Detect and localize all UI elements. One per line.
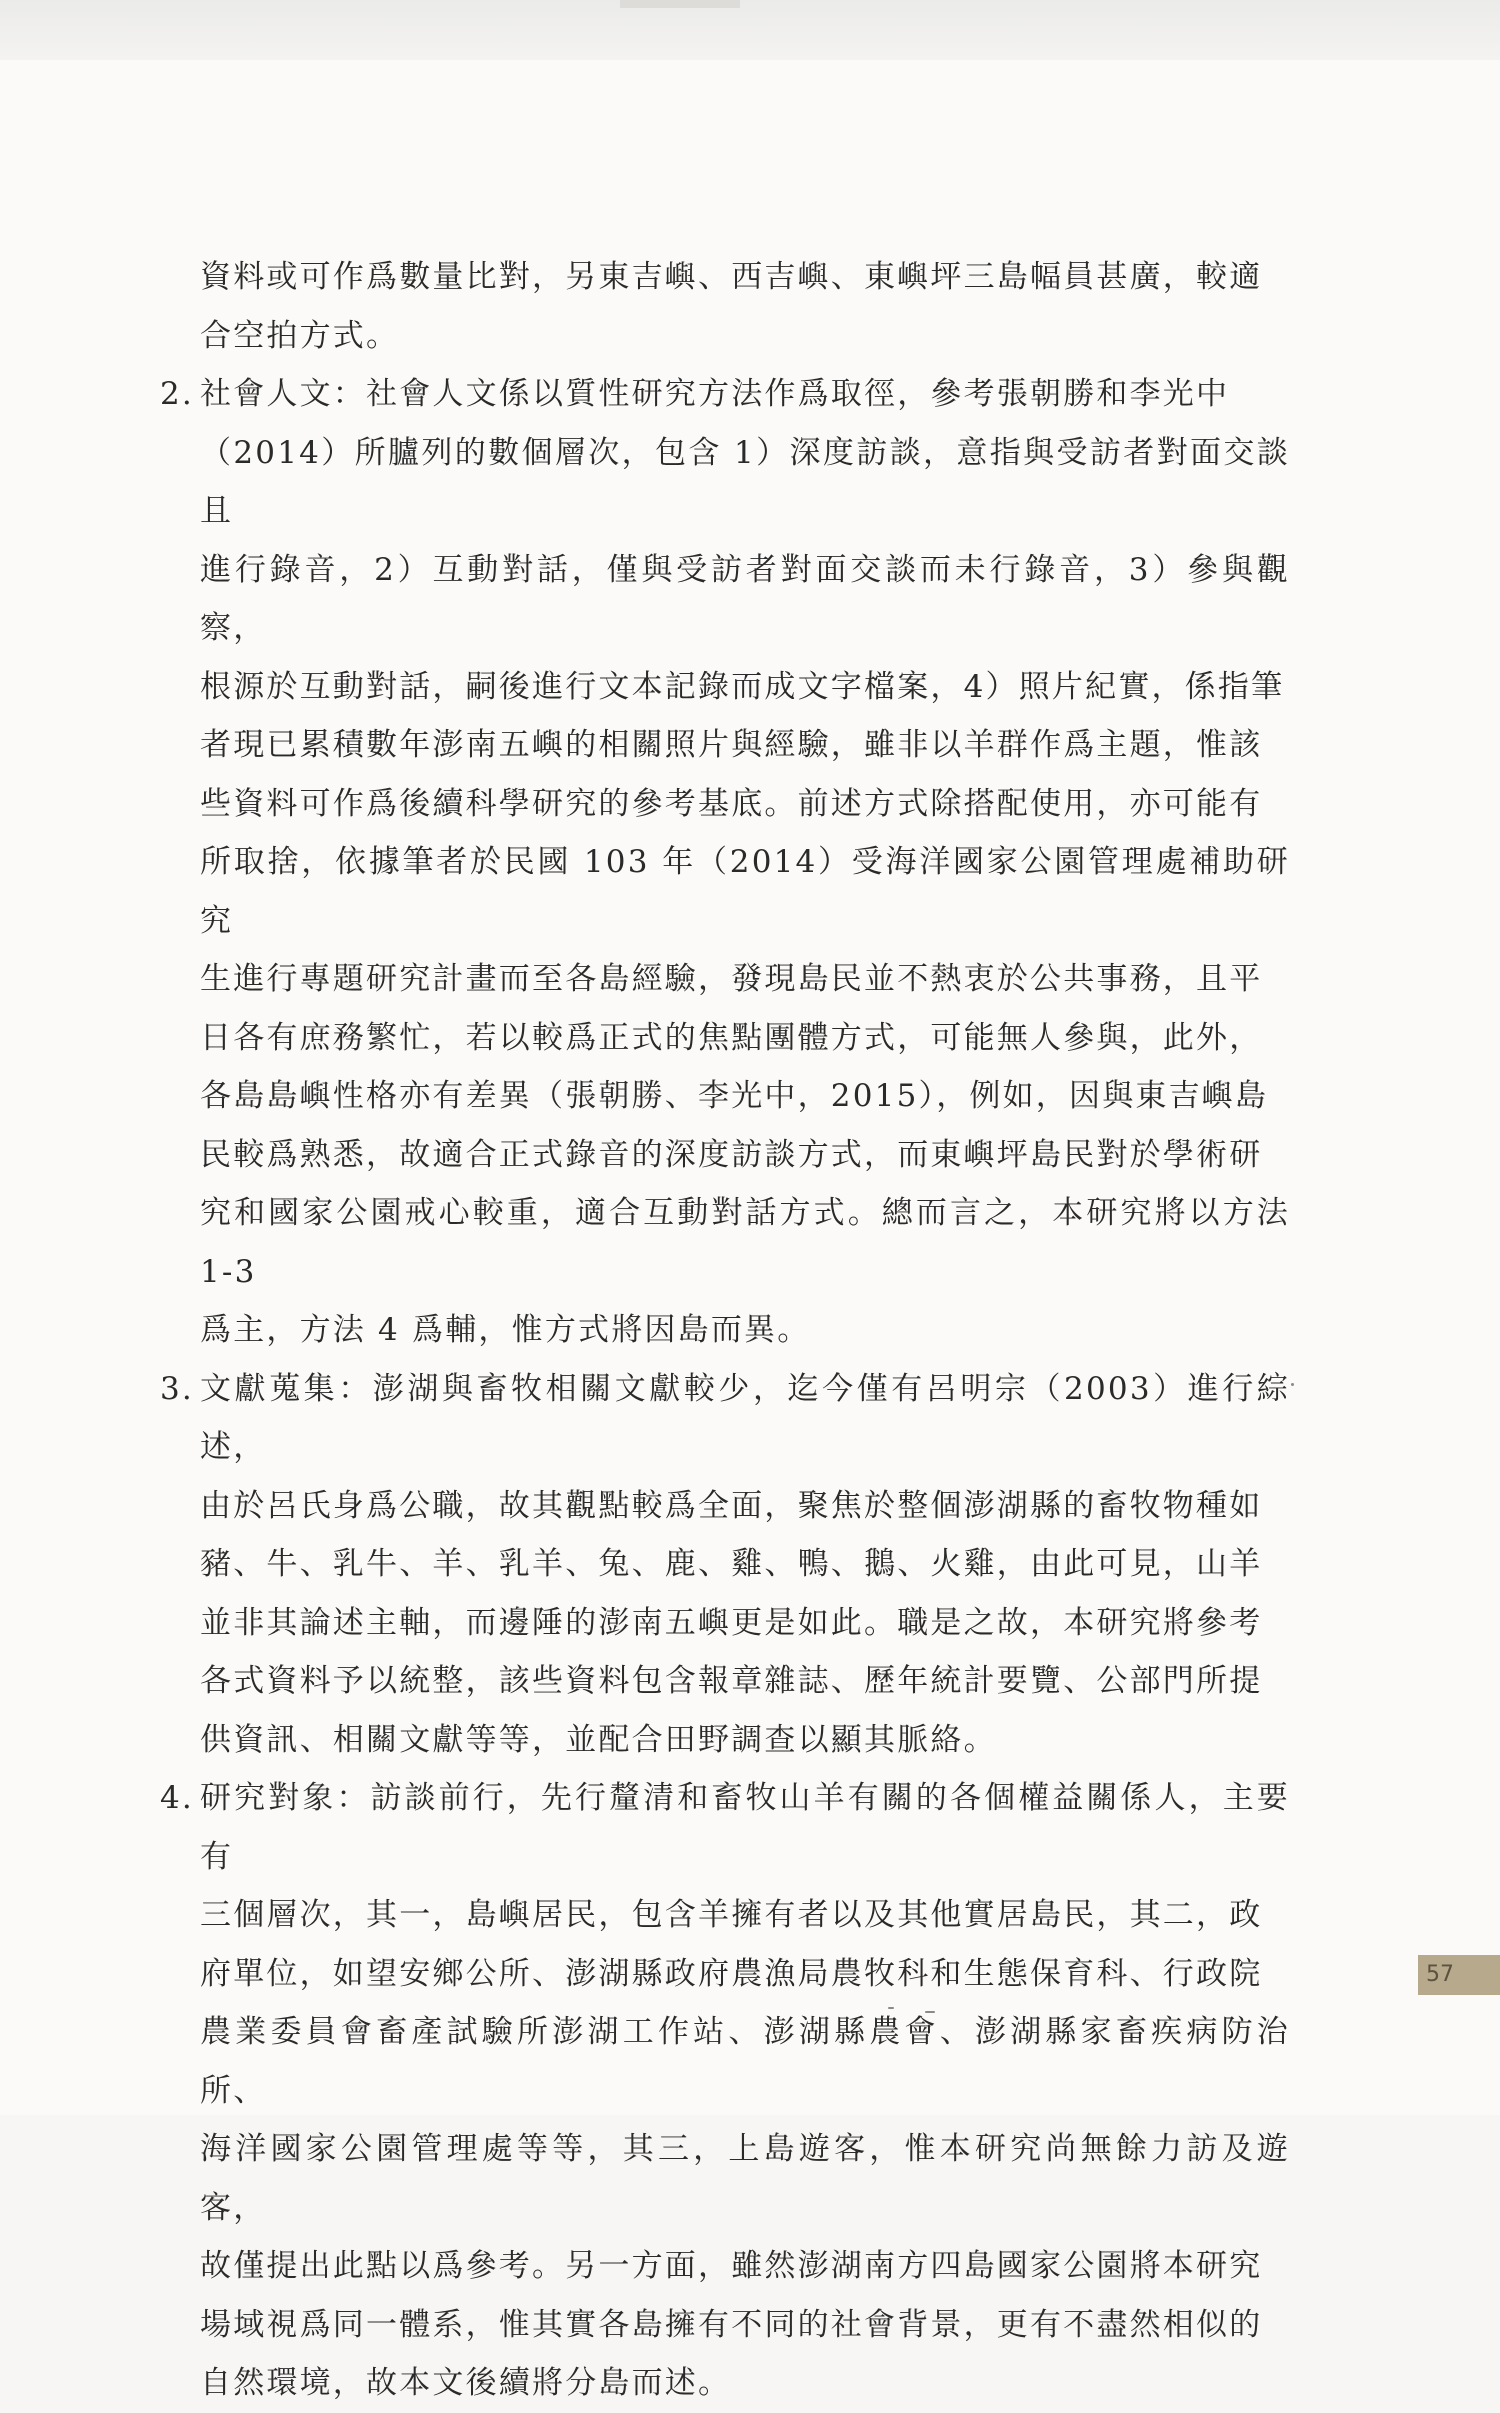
text-line: 社會人文：社會人文係以質性研究方法作爲取徑，參考張朝勝和李光中 (200, 376, 1230, 412)
text-line: （2014）所臚列的數個層次，包含 1）深度訪談，意指與受訪者對面交談且 (200, 434, 1290, 529)
scan-top-band (0, 0, 1500, 60)
text-line: 場域視爲同一體系，惟其實各島擁有不同的社會背景，更有不盡然相似的 (200, 2306, 1263, 2343)
text-line: 民較爲熟悉，故適合正式錄音的深度訪談方式，而東嶼坪島民對於學術研 (200, 1136, 1263, 1173)
text-line: 生進行專題研究計畫而至各島經驗，發現島民並不熱衷於公共事務，且平 (200, 961, 1263, 997)
text-line: 資料或可作爲數量比對，另東吉嶼、西吉嶼、東嶼坪三島幅員甚廣，較適 (200, 259, 1263, 295)
text-line: 研究對象：訪談前行，先行釐清和畜牧山羊有關的各個權益關係人，主要有 (200, 1780, 1290, 1875)
text-line: 者現已累積數年澎南五嶼的相關照片與經驗，雖非以羊群作爲主題，惟該 (200, 727, 1263, 763)
list-number: 4. (160, 1780, 194, 1816)
text-line: 爲主，方法 4 爲輔，惟方式將因島而異。 (200, 1312, 811, 1348)
text-line: 農業委員會畜產試驗所澎湖工作站、澎湖縣農會、澎湖縣家畜疾病防治所、 (200, 2014, 1290, 2109)
list-item-4 (160, 1769, 1290, 2413)
text-line: 日各有庶務繁忙，若以較爲正式的焦點團體方式，可能無人參與，此外， (200, 1019, 1263, 1056)
text-line: 由於呂氏身爲公職，故其觀點較爲全面，聚焦於整個澎湖縣的畜牧物種如 (200, 1487, 1263, 1524)
list-item-3 (160, 1360, 1290, 1770)
list-number: 2. (160, 376, 194, 412)
text-line: 些資料可作爲後續科學研究的參考基底。前述方式除搭配使用，亦可能有 (200, 785, 1263, 822)
text-line: 供資訊、相關文獻等等，並配合田野調查以顯其脈絡。 (200, 1721, 997, 1758)
page-number: 57 (1418, 1955, 1500, 1995)
intro-paragraph (160, 248, 1290, 365)
list-number: 3. (160, 1370, 194, 1407)
text-line: 海洋國家公園管理處等等，其三，上島遊客，惟本研究尚無餘力訪及遊客， (200, 2131, 1290, 2226)
text-line: 豬、牛、乳牛、羊、乳羊、兔、鹿、雞、鴨、鵝、火雞，由此可見，山羊 (200, 1546, 1263, 1582)
text-line: 府單位，如望安鄉公所、澎湖縣政府農漁局農牧科和生態保育科、行政院 (200, 1955, 1263, 1992)
text-line: 究和國家公園戒心較重，適合互動對話方式。總而言之，本研究將以方法 1-3 (200, 1195, 1290, 1290)
text-line: 文獻蒐集：澎湖與畜牧相關文獻較少，迄今僅有呂明宗（2003）進行綜述， (200, 1370, 1290, 1465)
scan-top-tab (620, 0, 740, 8)
scan-speck (1291, 1383, 1294, 1386)
text-line: 故僅提出此點以爲參考。另一方面，雖然澎湖南方四島國家公園將本研究 (200, 2248, 1263, 2284)
text-line: 各島島嶼性格亦有差異（張朝勝、李光中，2015），例如，因與東吉嶼島 (200, 1078, 1269, 1114)
text-line: 各式資料予以統整，該些資料包含報章雜誌、歷年統計要覽、公部門所提 (200, 1663, 1263, 1699)
text-line: 所取捨，依據筆者於民國 103 年（2014）受海洋國家公園管理處補助研究 (200, 844, 1290, 939)
text-line: 三個層次，其一，島嶼居民，包含羊擁有者以及其他實居島民，其二，政 (200, 1897, 1263, 1933)
page-body (160, 248, 1290, 2413)
text-line: 合空拍方式。 (200, 317, 400, 354)
text-line: 並非其論述主軸，而邊陲的澎南五嶼更是如此。職是之故，本研究將參考 (200, 1604, 1263, 1641)
scan-speck (925, 2011, 935, 2013)
text-line: 根源於互動對話，嗣後進行文本記錄而成文字檔案，4）照片紀實，係指筆 (200, 668, 1285, 705)
text-line: 自然環境，故本文後續將分島而述。 (200, 2365, 732, 2401)
text-line: 進行錄音，2）互動對話，僅與受訪者對面交談而未行錄音，3）參與觀察， (200, 551, 1290, 646)
list-item-2 (160, 365, 1290, 1360)
scan-speck (888, 2007, 894, 2009)
